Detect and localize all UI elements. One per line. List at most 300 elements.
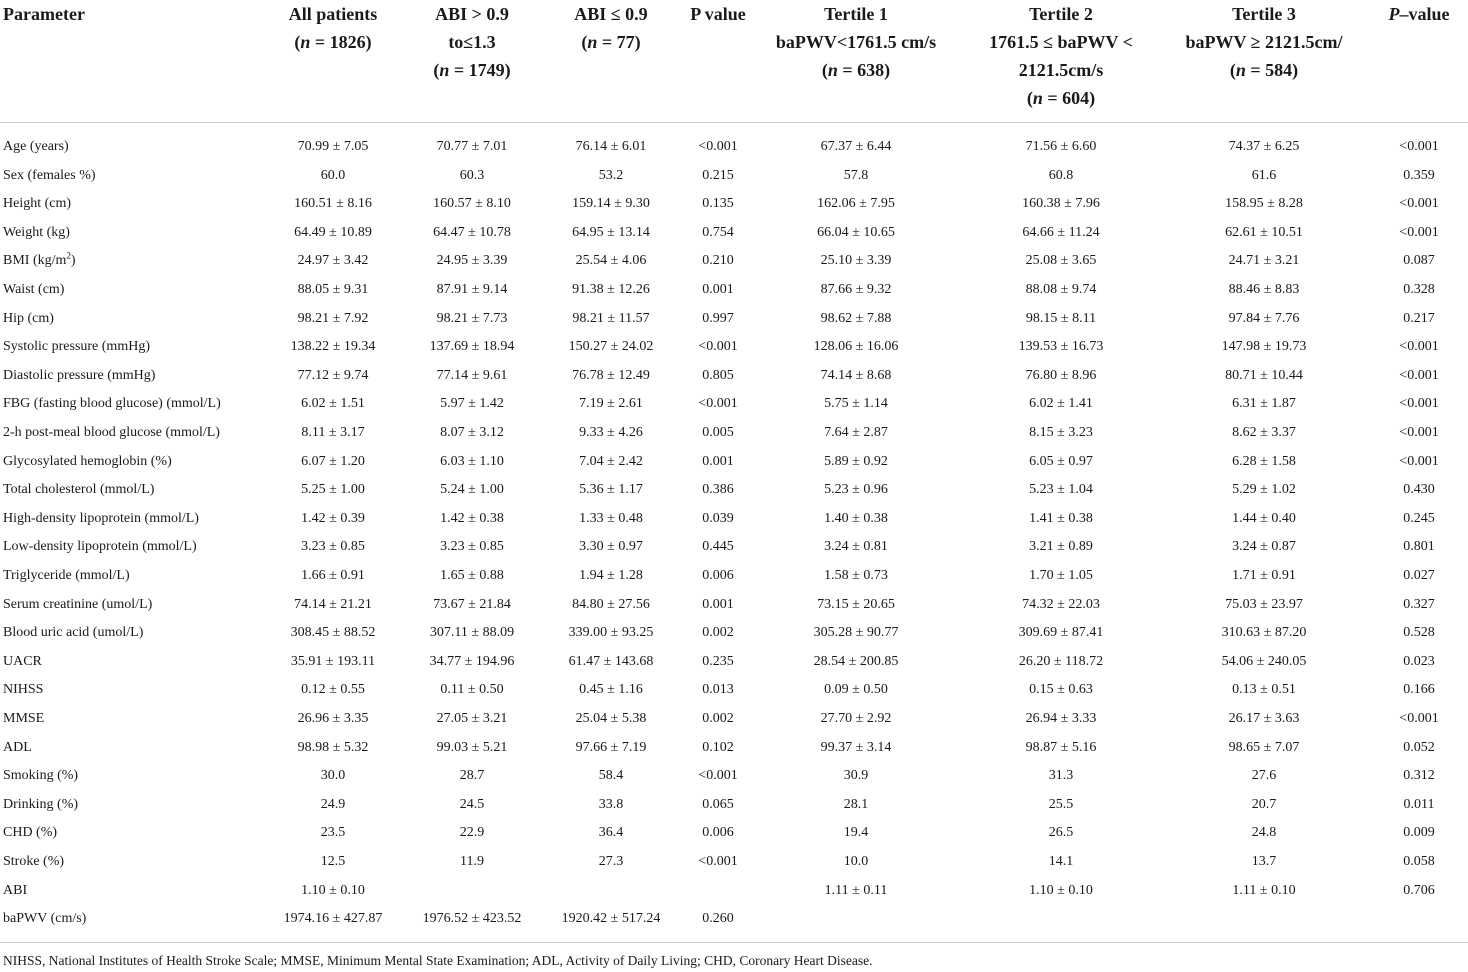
table-cell: 64.47 ± 10.78: [433, 224, 511, 240]
column-header-line: ABI > 0.9: [435, 4, 509, 24]
table-cell: 0.006: [702, 568, 734, 583]
table-cell: 77.14 ± 9.61: [436, 367, 508, 383]
table-cell: 0.245: [1403, 510, 1435, 526]
table-cell: 74.14 ± 21.21: [294, 596, 372, 612]
table-cell: <0.001: [1399, 139, 1439, 154]
table-cell: 34.77 ± 194.96: [429, 653, 515, 669]
table-cell: 5.23 ± 0.96: [824, 482, 888, 498]
table-cell: 0.011: [1403, 796, 1435, 812]
table-cell: 57.8: [843, 167, 869, 183]
table-cell: <0.001: [1399, 339, 1439, 355]
table-cell: 77.12 ± 9.74: [297, 367, 369, 383]
column-header-line: All patients: [288, 4, 378, 24]
row-label: UACR: [3, 653, 42, 669]
row-label: Diastolic pressure (mmHg): [3, 367, 156, 383]
table-cell: 0.087: [1403, 253, 1435, 269]
table-cell: 0.445: [702, 539, 734, 555]
table-cell: 25.5: [1048, 796, 1074, 812]
table-cell: 26.5: [1048, 825, 1074, 841]
table-cell: 0.001: [702, 282, 734, 297]
table-row: [0, 390, 1468, 419]
table-cell: 10.0: [843, 854, 869, 869]
table-cell: 1.10 ± 0.10: [301, 882, 365, 898]
table-cell: 1.94 ± 1.28: [579, 568, 643, 583]
table-cell: 3.23 ± 0.85: [440, 539, 504, 555]
column-header-t3: [1154, 0, 1374, 84]
table-cell: 147.98 ± 19.73: [1221, 339, 1307, 355]
table-cell: 0.002: [702, 625, 734, 641]
table-cell: 26.20 ± 118.72: [1018, 653, 1104, 669]
table-cell: 74.37 ± 6.25: [1228, 139, 1300, 154]
table-cell: 0.805: [702, 367, 734, 383]
table-cell: 27.6: [1251, 768, 1277, 784]
column-header-line: Parameter: [3, 4, 85, 24]
row-label: BMI $(kg/m^2)$: [3, 250, 76, 269]
table-cell: 23.5: [320, 825, 346, 841]
row-label: Total cholesterol (mmol/L): [3, 482, 155, 498]
table-row: [0, 648, 1468, 677]
table-cell: 97.84 ± 7.76: [1228, 310, 1300, 326]
table-cell: 76.78 ± 12.49: [572, 367, 650, 383]
table-cell: 98.15 ± 8.11: [1025, 310, 1097, 326]
column-header-line: (n = 77): [581, 32, 641, 52]
table-cell: 26.17 ± 3.63: [1228, 711, 1300, 726]
table-cell: 0.009: [1403, 825, 1435, 841]
table-cell: 0.801: [1403, 539, 1435, 555]
table-cell: 1.42 ± 0.39: [301, 510, 365, 526]
table-cell: 33.8: [598, 796, 624, 812]
table-cell: 28.54 ± 200.85: [813, 653, 899, 669]
table-cell: 80.71 ± 10.44: [1225, 367, 1303, 383]
table-cell: 0.13 ± 0.51: [1232, 682, 1296, 698]
table-cell: 88.05 ± 9.31: [297, 282, 369, 297]
table-cell: 6.05 ± 0.97: [1029, 453, 1093, 469]
table-cell: 6.07 ± 1.20: [301, 453, 365, 469]
row-label: Low-density lipoprotein (mmol/L): [3, 539, 197, 555]
table-cell: 1.66 ± 0.91: [301, 568, 365, 583]
table-row: [0, 448, 1468, 477]
table-cell: 64.49 ± 10.89: [294, 224, 372, 240]
table-cell: 30.0: [320, 768, 346, 784]
column-header-t1: [746, 0, 966, 84]
table-cell: 1.71 ± 0.91: [1232, 568, 1296, 583]
table-cell: <0.001: [1399, 453, 1439, 469]
table-cell: 0.312: [1403, 768, 1435, 784]
row-label: NIHSS: [3, 682, 44, 698]
table-row: [0, 791, 1468, 820]
table-cell: 0.754: [702, 224, 734, 240]
table-cell: 1974.16 ± 427.87: [283, 911, 383, 927]
table-row: [0, 476, 1468, 505]
table-cell: 24.8: [1251, 825, 1277, 841]
table-cell: 6.02 ± 1.41: [1029, 396, 1093, 412]
table-row: [0, 219, 1468, 248]
table-cell: 11.9: [460, 854, 484, 869]
table-cell: 98.62 ± 7.88: [820, 310, 892, 326]
table-cell: 58.4: [598, 768, 624, 784]
table-cell: 62.61 ± 10.51: [1225, 224, 1303, 240]
table-row: [0, 848, 1468, 877]
table-cell: 35.91 ± 193.11: [290, 653, 376, 669]
table-cell: 5.75 ± 1.14: [824, 396, 888, 412]
table-cell: 310.63 ± 87.20: [1221, 625, 1307, 641]
table-cell: 139.53 ± 16.73: [1018, 339, 1104, 355]
column-header-line: baPWV ≥ 2121.5cm/: [1185, 32, 1343, 52]
row-label: Stroke (%): [3, 854, 65, 869]
row-label: Waist (cm): [3, 282, 65, 297]
table-cell: 27.3: [598, 854, 624, 869]
row-label: Age (years): [3, 139, 69, 154]
row-label: Weight (kg): [3, 224, 70, 240]
table-cell: 98.87 ± 5.16: [1025, 739, 1097, 755]
table-cell: 1.44 ± 0.40: [1232, 510, 1296, 526]
table-cell: 137.69 ± 18.94: [429, 339, 515, 355]
table-cell: 1976.52 ± 423.52: [422, 911, 522, 927]
table-cell: 6.03 ± 1.10: [440, 453, 504, 469]
table-cell: 0.065: [702, 796, 734, 812]
table-cell: 1.58 ± 0.73: [824, 568, 888, 583]
table-row: [0, 905, 1468, 934]
table-cell: 8.11 ± 3.17: [301, 425, 365, 440]
table-cell: 0.235: [702, 653, 734, 669]
row-label: Serum creatinine (umol/L): [3, 596, 153, 612]
table-cell: 3.24 ± 0.87: [1232, 539, 1296, 555]
table-cell: 27.70 ± 2.92: [820, 711, 892, 726]
column-header-line: (n = 1749): [433, 60, 511, 80]
table-cell: 25.04 ± 5.38: [575, 711, 647, 726]
table-cell: 7.19 ± 2.61: [579, 396, 643, 412]
table-cell: 36.4: [598, 825, 624, 841]
row-label: High-density lipoprotein (mmol/L): [3, 510, 199, 526]
table-footnote: NIHSS, National Institutes of Health Stroke Scale; MMSE, Minimum Mental State Examination; ADL, Activity of Daily Living; CHD, Coronary Heart Disease.: [3, 953, 873, 968]
table-cell: 19.4: [843, 825, 869, 841]
table-row: [0, 533, 1468, 562]
table-cell: 1920.42 ± 517.24: [561, 911, 661, 927]
table-cell: 24.97 ± 3.42: [297, 253, 369, 269]
table-cell: 0.052: [1403, 739, 1435, 755]
footer-rule: [0, 942, 1468, 943]
column-header-line: 2121.5cm/s: [1018, 60, 1104, 80]
table-cell: <0.001: [698, 396, 738, 412]
table-row: [0, 276, 1468, 305]
column-header-line: (n = 584): [1229, 60, 1299, 80]
table-cell: 0.359: [1403, 167, 1435, 183]
table-cell: 8.07 ± 3.12: [440, 425, 504, 440]
table-cell: 0.006: [702, 825, 734, 841]
table-cell: 88.08 ± 9.74: [1025, 282, 1097, 297]
table-cell: 25.08 ± 3.65: [1025, 253, 1097, 269]
row-label: Smoking (%): [3, 768, 79, 784]
table-cell: 61.47 ± 143.68: [568, 653, 654, 669]
table-cell: 5.97 ± 1.42: [440, 396, 504, 412]
table-cell: <0.001: [1399, 425, 1439, 440]
row-label: Blood uric acid (umol/L): [3, 625, 144, 641]
table-cell: 98.65 ± 7.07: [1228, 739, 1300, 755]
table-cell: 12.5: [320, 854, 346, 869]
table-row: [0, 676, 1468, 705]
table-cell: <0.001: [1399, 224, 1439, 240]
table-cell: 64.95 ± 13.14: [572, 224, 650, 240]
row-label: Hip (cm): [3, 310, 54, 326]
table-cell: 0.210: [702, 253, 734, 269]
table-cell: 0.001: [702, 453, 734, 469]
table-cell: 305.28 ± 90.77: [813, 625, 899, 641]
table-row: [0, 305, 1468, 334]
table-cell: 87.91 ± 9.14: [436, 282, 508, 297]
table-cell: 76.14 ± 6.01: [575, 139, 647, 154]
header-rule: [0, 122, 1468, 123]
table-cell: 1.11 ± 0.10: [1232, 882, 1296, 898]
table-cell: <0.001: [698, 139, 738, 154]
row-label: Glycosylated hemoglobin (%): [3, 453, 172, 469]
table-cell: 60.8: [1048, 167, 1074, 183]
table-cell: 25.54 ± 4.06: [575, 253, 647, 269]
table-cell: 5.23 ± 1.04: [1029, 482, 1093, 498]
table-cell: 74.14 ± 8.68: [820, 367, 892, 383]
table-cell: 20.7: [1251, 796, 1277, 812]
table-row: [0, 362, 1468, 391]
column-header-abi_lo: [526, 0, 696, 56]
table-cell: 308.45 ± 88.52: [290, 625, 376, 641]
table-cell: 99.37 ± 3.14: [820, 739, 892, 755]
table-cell: 0.002: [702, 711, 734, 726]
table-cell: 84.80 ± 27.56: [572, 596, 650, 612]
table-cell: 0.039: [702, 510, 734, 526]
table-cell: 339.00 ± 93.25: [568, 625, 654, 641]
table-cell: 74.32 ± 22.03: [1022, 596, 1100, 612]
table-cell: 0.260: [702, 911, 734, 927]
table-cell: <0.001: [698, 768, 738, 784]
row-label: baPWV (cm/s): [3, 911, 87, 927]
table-cell: 24.71 ± 3.21: [1228, 253, 1300, 269]
table-cell: 87.66 ± 9.32: [820, 282, 892, 297]
table-cell: 0.058: [1403, 854, 1435, 869]
row-label: Triglyceride (mmol/L): [3, 568, 130, 583]
table-cell: 73.15 ± 20.65: [817, 596, 895, 612]
row-label: ABI: [3, 882, 28, 898]
column-header-line: P–value: [1388, 4, 1450, 24]
table-cell: 0.102: [702, 739, 734, 755]
table-row: [0, 133, 1468, 162]
table-row: [0, 562, 1468, 591]
table-cell: 0.430: [1403, 482, 1435, 498]
table-cell: 71.56 ± 6.60: [1025, 139, 1097, 154]
table-row: [0, 190, 1468, 219]
table-cell: 3.21 ± 0.89: [1029, 539, 1093, 555]
column-header-line: (n = 604): [1026, 88, 1096, 108]
table-cell: 5.24 ± 1.00: [440, 482, 504, 498]
table-cell: 0.215: [702, 167, 734, 183]
column-header-line: (n = 1826): [294, 32, 372, 52]
table-cell: <0.001: [1399, 367, 1439, 383]
table-cell: 1.70 ± 1.05: [1029, 568, 1093, 583]
row-label: Height (cm): [3, 196, 72, 212]
table-cell: 0.023: [1403, 653, 1435, 669]
table-cell: 70.77 ± 7.01: [436, 139, 508, 154]
table-cell: 26.96 ± 3.35: [297, 711, 369, 726]
table-cell: 22.9: [459, 825, 485, 841]
table-cell: 0.217: [1403, 310, 1435, 326]
table-cell: 0.166: [1403, 682, 1435, 698]
table-row: [0, 591, 1468, 620]
table-cell: 1.42 ± 0.38: [440, 510, 504, 526]
table-cell: 98.21 ± 7.92: [297, 310, 369, 326]
row-label: MMSE: [3, 711, 45, 726]
table-cell: 98.98 ± 5.32: [297, 739, 369, 755]
table-cell: 0.386: [702, 482, 734, 498]
column-header-param: [3, 0, 85, 28]
table-cell: 0.013: [702, 682, 734, 698]
table-cell: 6.31 ± 1.87: [1232, 396, 1296, 412]
table-cell: 150.27 ± 24.02: [568, 339, 654, 355]
row-label: 2-h post-meal blood glucose (mmol/L): [3, 425, 220, 440]
table-cell: 88.46 ± 8.83: [1228, 282, 1300, 297]
column-header-t2: [951, 0, 1171, 112]
table-cell: 60.3: [459, 167, 485, 183]
table-row: [0, 762, 1468, 791]
row-label: Drinking (%): [3, 796, 79, 812]
table-cell: 0.135: [702, 196, 734, 212]
table-cell: 138.22 ± 19.34: [290, 339, 376, 355]
table-cell: 61.6: [1251, 167, 1277, 183]
row-label: Systolic pressure (mmHg): [3, 339, 150, 355]
table-cell: <0.001: [1399, 711, 1439, 726]
table-cell: 73.67 ± 21.84: [433, 596, 511, 612]
table-cell: 307.11 ± 88.09: [429, 625, 515, 641]
table-row: [0, 877, 1468, 906]
column-header-line: Tertile 1: [824, 4, 888, 24]
table-cell: 24.5: [459, 796, 485, 812]
column-header-line: baPWV<1761.5 cm/s: [775, 32, 937, 52]
table-cell: 6.28 ± 1.58: [1232, 453, 1296, 469]
table-cell: 158.95 ± 8.28: [1225, 196, 1303, 212]
table-cell: 30.9: [843, 768, 869, 784]
table-cell: 53.2: [598, 167, 624, 183]
table-cell: 0.706: [1403, 882, 1435, 898]
table-row: [0, 247, 1468, 276]
table-cell: 24.95 ± 3.39: [436, 253, 508, 269]
table-cell: 0.027: [1403, 568, 1435, 583]
table-cell: 14.1: [1048, 854, 1074, 869]
table-cell: 91.38 ± 12.26: [572, 282, 650, 297]
table-cell: 6.02 ± 1.51: [301, 396, 365, 412]
column-header-line: P value: [690, 4, 746, 24]
table-cell: <0.001: [1399, 196, 1439, 212]
table-row: [0, 705, 1468, 734]
table-cell: 309.69 ± 87.41: [1018, 625, 1104, 641]
table-cell: 0.328: [1403, 282, 1435, 297]
row-label: CHD (%): [3, 825, 58, 841]
table-cell: 28.1: [843, 796, 869, 812]
table-cell: 0.11 ± 0.50: [440, 682, 504, 698]
table-cell: 25.10 ± 3.39: [820, 253, 892, 269]
table-cell: 7.04 ± 2.42: [579, 453, 643, 469]
table-cell: 27.05 ± 3.21: [436, 711, 508, 726]
table-cell: 160.51 ± 8.16: [294, 196, 372, 212]
table-cell: 9.33 ± 4.26: [579, 425, 643, 440]
table-cell: 98.21 ± 7.73: [436, 310, 508, 326]
table-cell: 1.40 ± 0.38: [824, 510, 888, 526]
table-cell: 0.005: [702, 425, 734, 440]
table-cell: 13.7: [1251, 854, 1277, 869]
row-label: FBG (fasting blood glucose) (mmol/L): [3, 396, 221, 412]
table-cell: 1.33 ± 0.48: [579, 510, 643, 526]
table-row: [0, 419, 1468, 448]
table-row: [0, 819, 1468, 848]
table-cell: 26.94 ± 3.33: [1025, 711, 1097, 726]
table-cell: <0.001: [1399, 396, 1439, 412]
table-cell: 64.66 ± 11.24: [1022, 224, 1100, 240]
table-cell: 128.06 ± 16.06: [813, 339, 899, 355]
column-header-line: Tertile 2: [1029, 4, 1093, 24]
table-cell: 5.36 ± 1.17: [579, 482, 643, 498]
table-cell: 162.06 ± 7.95: [817, 196, 895, 212]
table-cell: 24.9: [320, 796, 346, 812]
table-cell: 0.997: [702, 310, 734, 326]
table-row: [0, 734, 1468, 763]
row-label: Sex (females %): [3, 167, 96, 183]
table-cell: 3.23 ± 0.85: [301, 539, 365, 555]
column-header-p2: [1369, 0, 1468, 28]
table-cell: 0.45 ± 1.16: [579, 682, 643, 698]
column-header-line: ABI ≤ 0.9: [574, 4, 648, 24]
table-cell: 160.57 ± 8.10: [433, 196, 511, 212]
column-header-line: (n = 638): [821, 60, 891, 80]
table-cell: 5.25 ± 1.00: [301, 482, 365, 498]
table-cell: 99.03 ± 5.21: [436, 739, 508, 755]
table-cell: 1.10 ± 0.10: [1029, 882, 1093, 898]
table-cell: 5.29 ± 1.02: [1232, 482, 1296, 498]
column-header-line: Tertile 3: [1232, 4, 1296, 24]
table-cell: 66.04 ± 10.65: [817, 224, 895, 240]
table-row: [0, 162, 1468, 191]
table-cell: 67.37 ± 6.44: [820, 139, 892, 154]
table-cell: 1.11 ± 0.11: [824, 882, 888, 898]
table-cell: 1.41 ± 0.38: [1029, 510, 1093, 526]
table-cell: 70.99 ± 7.05: [297, 139, 369, 154]
table-row: [0, 505, 1468, 534]
table-cell: 54.06 ± 240.05: [1221, 653, 1307, 669]
table-cell: <0.001: [698, 339, 738, 355]
table-cell: 7.64 ± 2.87: [824, 425, 888, 440]
table-cell: 3.30 ± 0.97: [579, 539, 643, 555]
table-cell: 5.89 ± 0.92: [824, 453, 888, 469]
table-cell: 98.21 ± 11.57: [572, 310, 650, 326]
table-cell: 0.001: [702, 596, 734, 612]
table-cell: 76.80 ± 8.96: [1025, 367, 1097, 383]
table-cell: 0.09 ± 0.50: [824, 682, 888, 698]
table-cell: 60.0: [320, 167, 346, 183]
table-row: [0, 333, 1468, 362]
table-cell: 0.12 ± 0.55: [301, 682, 365, 698]
table-cell: 97.66 ± 7.19: [575, 739, 647, 755]
table-cell: 28.7: [459, 768, 485, 784]
table-cell: 31.3: [1048, 768, 1074, 784]
table-cell: 0.327: [1403, 596, 1435, 612]
column-header-line: to≤1.3: [448, 32, 496, 52]
table-row: [0, 619, 1468, 648]
table-cell: 8.15 ± 3.23: [1029, 425, 1093, 440]
table-cell: 1.65 ± 0.88: [440, 568, 504, 583]
column-header-line: 1761.5 ≤ baPWV <: [989, 32, 1133, 52]
table-cell: 159.14 ± 9.30: [572, 196, 650, 212]
table-cell: 75.03 ± 23.97: [1225, 596, 1303, 612]
table-cell: 0.528: [1403, 625, 1435, 641]
row-label: ADL: [3, 739, 32, 755]
table-cell: 8.62 ± 3.37: [1232, 425, 1296, 440]
table-cell: 0.15 ± 0.63: [1029, 682, 1093, 698]
table-cell: 160.38 ± 7.96: [1022, 196, 1100, 212]
